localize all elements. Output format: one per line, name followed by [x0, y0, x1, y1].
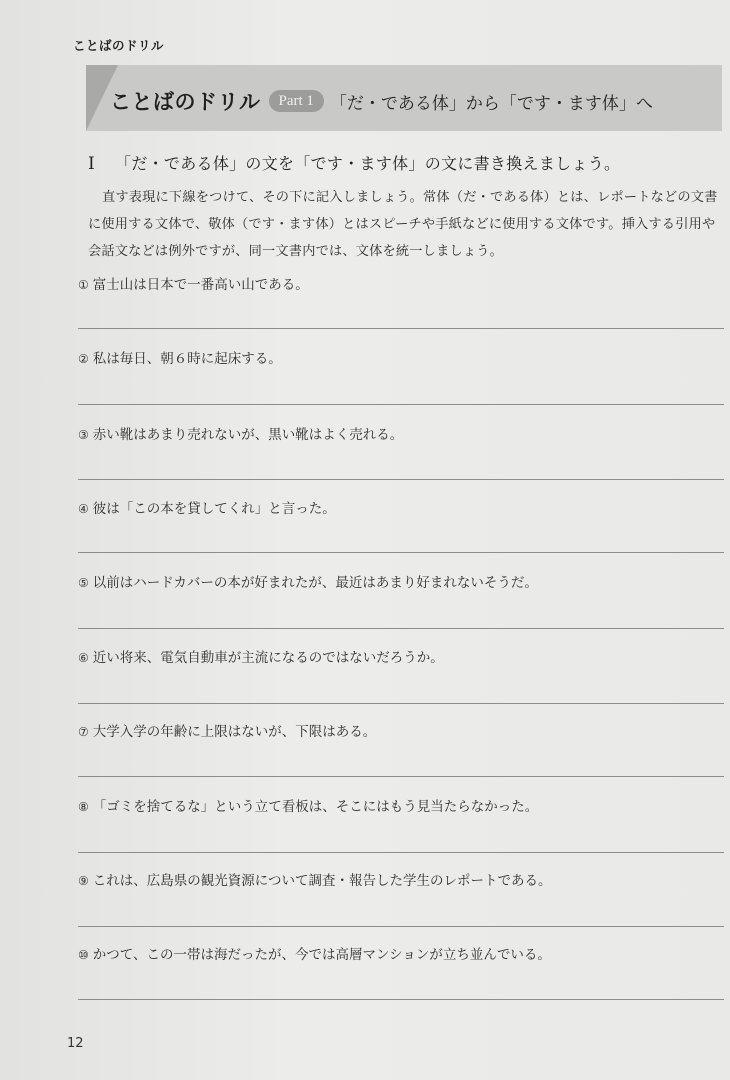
item-number: ⑥ [78, 651, 89, 665]
answer-line-5[interactable] [78, 628, 724, 629]
exercise-item-8 [78, 797, 728, 817]
item-sentence: かつて、この一帯は海だったが、今では高層マンションが立ち並んでいる。 [92, 947, 551, 963]
item-sentence: これは、広島県の観光資源について調査・報告した学生のレポートである。 [92, 873, 552, 889]
item-number: ③ [78, 428, 89, 442]
banner-title: ことばのドリル [110, 90, 261, 114]
item-sentence: 私は毎日、朝６時に起床する。 [92, 351, 282, 367]
exercise-item-9 [78, 871, 728, 891]
section-number: Ⅰ [88, 154, 96, 174]
item-sentence: 大学入学の年齢に上限はないが、下限はある。 [92, 724, 377, 740]
item-number: ① [78, 278, 89, 292]
item-sentence: 近い将来、電気自動車が主流になるのではないだろうか。 [92, 650, 444, 666]
answer-line-10[interactable] [78, 999, 724, 1000]
item-number: ⑤ [78, 576, 89, 590]
item-sentence: 以前はハードカバーの本が好まれたが、最近はあまり好まれないそうだ。 [92, 575, 538, 591]
exercise-item-10 [78, 945, 728, 965]
item-number: ⑦ [78, 725, 89, 739]
answer-line-7[interactable] [78, 776, 724, 777]
item-sentence: 「ゴミを捨てるな」という立て看板は、そこにはもう見当たらなかった。 [92, 799, 539, 815]
answer-line-1[interactable] [78, 328, 724, 329]
item-sentence: 赤い靴はあまり売れないが、黒い靴はよく売れる。 [92, 427, 404, 443]
item-number: ② [78, 352, 89, 366]
item-number: ⑨ [78, 874, 89, 888]
answer-line-3[interactable] [78, 479, 724, 480]
exercise-item-1 [78, 275, 728, 295]
instructions-paragraph: 直す表現に下線をつけて、その下に記入しましょう。常体（だ・である体）とは、レポートなどの文書に使用する文体で、敬体（です・ます体）とはスピーチや手紙などに使用する文体です。挿入する引用や会話文などは例外ですが、同一文書内では、文体を統一しましょう。 [88, 190, 718, 259]
item-sentence: 富士山は日本で一番高い山である。 [92, 277, 309, 293]
part-badge: Part 1 [269, 90, 324, 112]
exercise-item-4 [78, 499, 728, 519]
exercise-item-3 [78, 425, 728, 445]
section-heading [88, 151, 620, 174]
exercise-item-5 [78, 573, 728, 593]
item-number: ⑧ [78, 800, 89, 814]
item-number: ⑩ [78, 948, 89, 962]
section-heading-text: 「だ・である体」の文を「です・ます体」の文に書き換えましょう。 [115, 154, 621, 173]
banner-subtitle: 「だ・である体」から「です・ます体」へ [329, 93, 653, 114]
exercise-item-6 [78, 648, 728, 668]
answer-line-6[interactable] [78, 703, 724, 704]
banner-content [110, 82, 653, 120]
item-number: ④ [78, 502, 89, 516]
page-number: 12 [67, 1036, 84, 1051]
answer-line-8[interactable] [78, 852, 724, 853]
item-sentence: 彼は「この本を貸してくれ」と言った。 [92, 501, 336, 517]
running-head: ことばのドリル [73, 38, 165, 53]
answer-line-2[interactable] [78, 404, 724, 405]
exercise-item-7 [78, 722, 728, 742]
answer-line-4[interactable] [78, 552, 724, 553]
answer-line-9[interactable] [78, 926, 724, 927]
exercise-item-2 [78, 349, 728, 369]
